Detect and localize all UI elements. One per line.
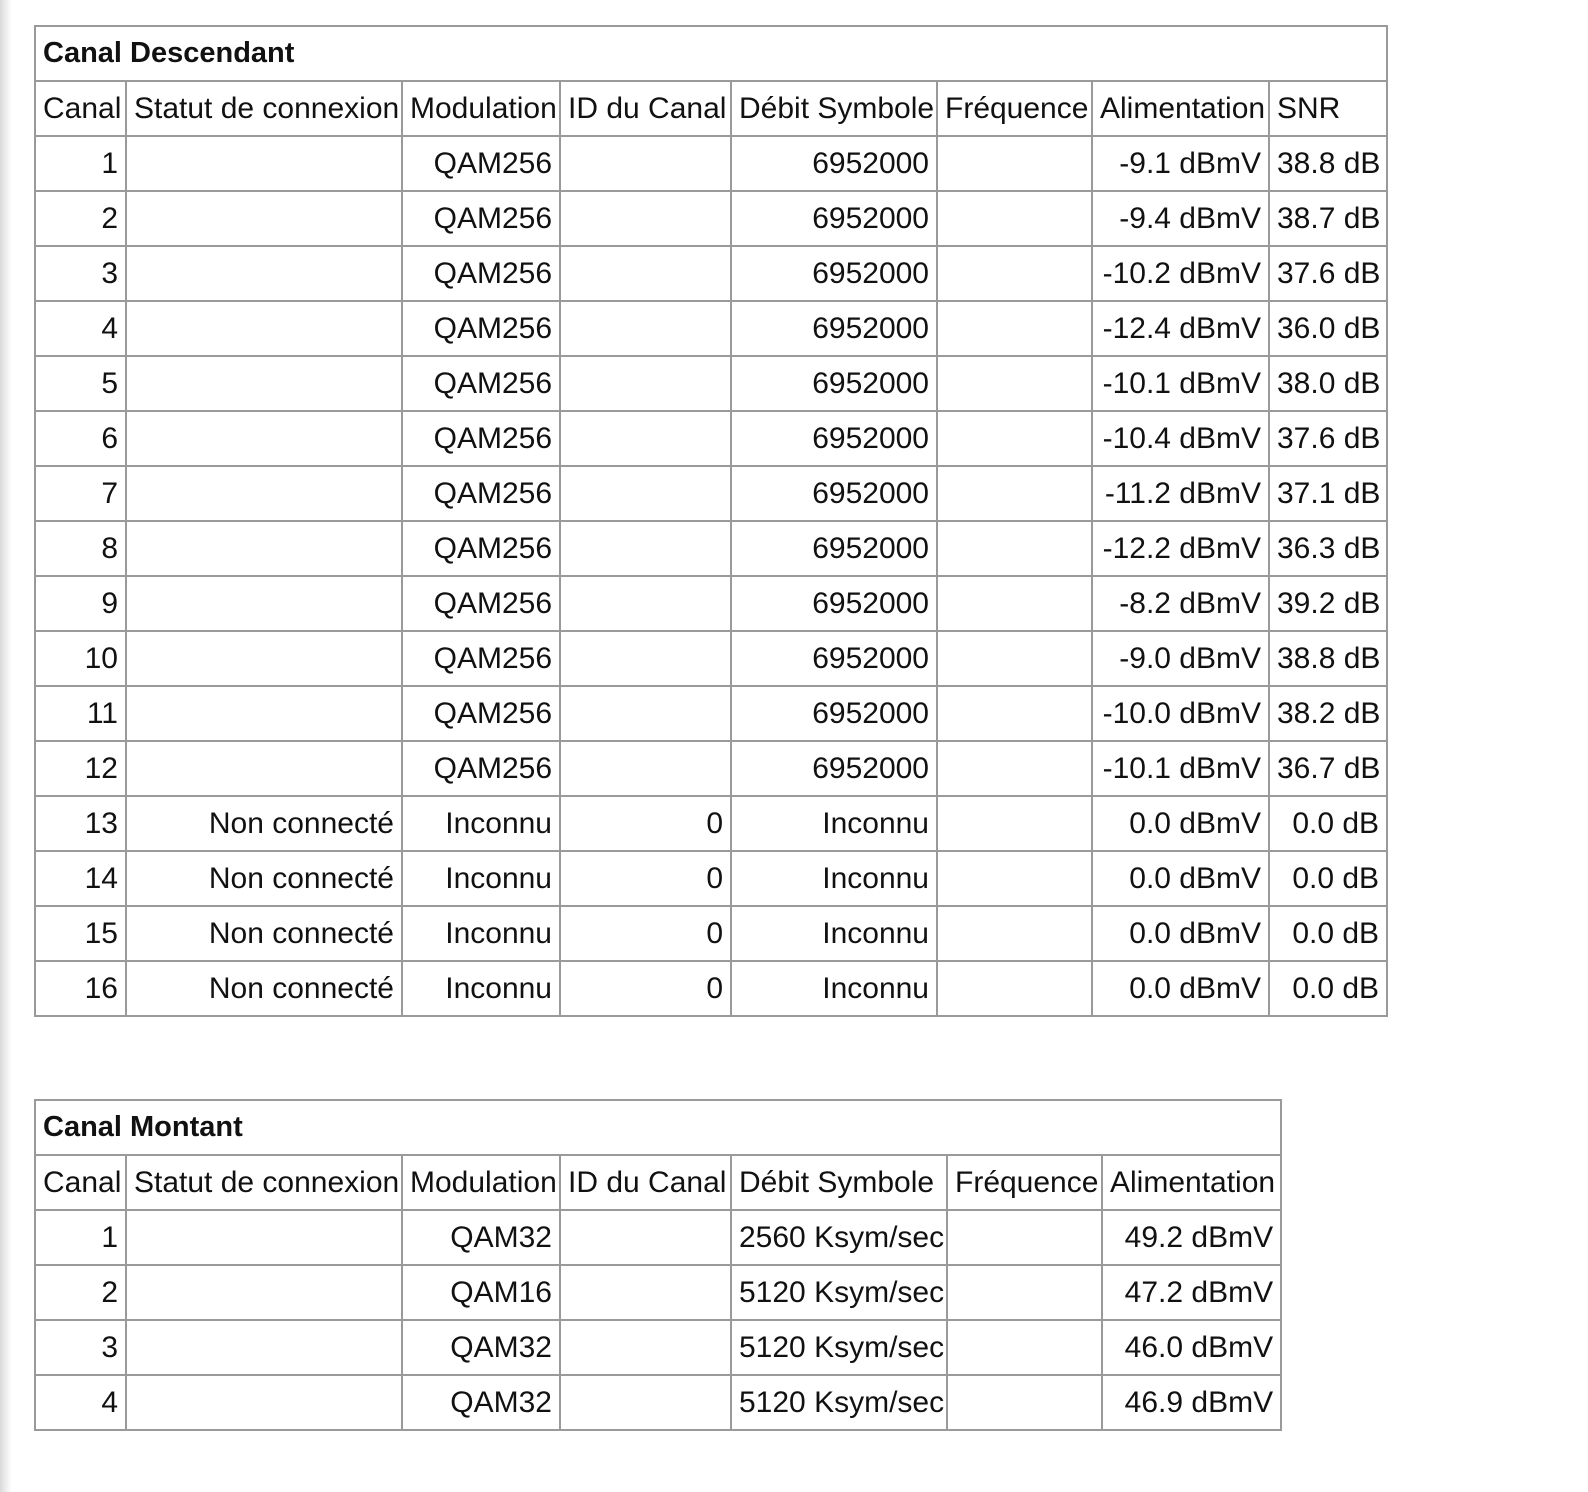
cell-modulation: QAM256 xyxy=(402,631,560,686)
cell-snr: 0.0 dB xyxy=(1269,796,1387,851)
cell-statut-de-connexion xyxy=(126,1265,402,1320)
header-alimentation: Alimentation xyxy=(1092,81,1269,136)
header-id-du-canal: ID du Canal xyxy=(560,1155,731,1210)
table-row xyxy=(35,631,1387,686)
cell-id-du-canal: 0 xyxy=(560,961,731,1016)
downstream-title-row xyxy=(35,26,1387,81)
cell-frequence xyxy=(937,741,1092,796)
cell-frequence xyxy=(937,356,1092,411)
cell-id-du-canal xyxy=(560,631,731,686)
table-row xyxy=(35,961,1387,1016)
cell-statut-de-connexion xyxy=(126,1210,402,1265)
cell-debit-symbole: 6952000 xyxy=(731,576,937,631)
cell-statut-de-connexion xyxy=(126,356,402,411)
header-statut-de-connexion: Statut de connexion xyxy=(126,81,402,136)
cell-frequence xyxy=(937,191,1092,246)
cell-id-du-canal: 0 xyxy=(560,906,731,961)
cell-frequence xyxy=(937,906,1092,961)
cell-frequence xyxy=(937,851,1092,906)
cell-alimentation: -8.2 dBmV xyxy=(1092,576,1269,631)
cell-statut-de-connexion xyxy=(126,136,402,191)
cell-snr: 38.7 dB xyxy=(1269,191,1387,246)
cell-canal: 4 xyxy=(35,301,126,356)
cell-snr: 36.7 dB xyxy=(1269,741,1387,796)
cell-debit-symbole: Inconnu xyxy=(731,796,937,851)
cell-id-du-canal xyxy=(560,246,731,301)
cell-id-du-canal xyxy=(560,1265,731,1320)
cell-id-du-canal xyxy=(560,301,731,356)
cell-alimentation: -10.1 dBmV xyxy=(1092,356,1269,411)
table-row xyxy=(35,1265,1281,1320)
cell-debit-symbole: 6952000 xyxy=(731,741,937,796)
cell-canal: 9 xyxy=(35,576,126,631)
cell-canal: 1 xyxy=(35,1210,126,1265)
cell-alimentation: -9.0 dBmV xyxy=(1092,631,1269,686)
cell-frequence xyxy=(937,411,1092,466)
table-row xyxy=(35,741,1387,796)
cell-canal: 4 xyxy=(35,1375,126,1430)
table-row xyxy=(35,686,1387,741)
table-row xyxy=(35,246,1387,301)
cell-modulation: QAM256 xyxy=(402,411,560,466)
cell-modulation: QAM256 xyxy=(402,686,560,741)
downstream-channel-table xyxy=(34,25,1388,1017)
cell-alimentation: 0.0 dBmV xyxy=(1092,796,1269,851)
upstream-table-title: Canal Montant xyxy=(35,1100,1281,1155)
cell-modulation: QAM256 xyxy=(402,576,560,631)
cell-id-du-canal xyxy=(560,521,731,576)
cell-canal: 16 xyxy=(35,961,126,1016)
cell-alimentation: 0.0 dBmV xyxy=(1092,961,1269,1016)
table-row xyxy=(35,521,1387,576)
cell-frequence xyxy=(937,521,1092,576)
cell-id-du-canal xyxy=(560,741,731,796)
cell-statut-de-connexion xyxy=(126,1320,402,1375)
cell-snr: 37.6 dB xyxy=(1269,246,1387,301)
cell-canal: 7 xyxy=(35,466,126,521)
cell-statut-de-connexion xyxy=(126,246,402,301)
cell-statut-de-connexion: Non connecté xyxy=(126,851,402,906)
cell-modulation: QAM256 xyxy=(402,741,560,796)
cell-snr: 38.8 dB xyxy=(1269,631,1387,686)
header-frequence: Fréquence xyxy=(947,1155,1102,1210)
table-row xyxy=(35,411,1387,466)
downstream-header-row xyxy=(35,81,1387,136)
cell-statut-de-connexion: Non connecté xyxy=(126,961,402,1016)
cell-modulation: Inconnu xyxy=(402,906,560,961)
cell-canal: 13 xyxy=(35,796,126,851)
cell-debit-symbole: 6952000 xyxy=(731,466,937,521)
cell-modulation: QAM32 xyxy=(402,1375,560,1430)
cell-snr: 37.6 dB xyxy=(1269,411,1387,466)
cell-modulation: Inconnu xyxy=(402,851,560,906)
cell-snr: 38.2 dB xyxy=(1269,686,1387,741)
cell-debit-symbole: 6952000 xyxy=(731,521,937,576)
cell-modulation: QAM32 xyxy=(402,1210,560,1265)
header-debit-symbole: Débit Symbole xyxy=(731,81,937,136)
header-id-du-canal: ID du Canal xyxy=(560,81,731,136)
table-row xyxy=(35,1375,1281,1430)
cell-statut-de-connexion xyxy=(126,191,402,246)
table-row xyxy=(35,356,1387,411)
cell-debit-symbole: Inconnu xyxy=(731,851,937,906)
cell-id-du-canal xyxy=(560,1320,731,1375)
cell-id-du-canal xyxy=(560,1375,731,1430)
cell-debit-symbole: 6952000 xyxy=(731,631,937,686)
cell-canal: 11 xyxy=(35,686,126,741)
cell-alimentation: 0.0 dBmV xyxy=(1092,851,1269,906)
cell-snr: 38.0 dB xyxy=(1269,356,1387,411)
cell-frequence xyxy=(947,1375,1102,1430)
left-edge-shadow xyxy=(0,0,12,1492)
cell-id-du-canal xyxy=(560,1210,731,1265)
cell-snr: 37.1 dB xyxy=(1269,466,1387,521)
cell-alimentation: 0.0 dBmV xyxy=(1092,906,1269,961)
cell-canal: 8 xyxy=(35,521,126,576)
cell-canal: 3 xyxy=(35,246,126,301)
cell-alimentation: -10.2 dBmV xyxy=(1092,246,1269,301)
table-row xyxy=(35,576,1387,631)
cell-alimentation: -12.2 dBmV xyxy=(1092,521,1269,576)
cell-alimentation: -12.4 dBmV xyxy=(1092,301,1269,356)
cell-frequence xyxy=(947,1265,1102,1320)
cell-alimentation: -10.4 dBmV xyxy=(1092,411,1269,466)
cell-debit-symbole: 6952000 xyxy=(731,246,937,301)
cell-frequence xyxy=(937,301,1092,356)
cell-id-du-canal: 0 xyxy=(560,851,731,906)
cell-frequence xyxy=(937,576,1092,631)
cell-debit-symbole: 5120 Ksym/sec xyxy=(731,1265,947,1320)
cell-canal: 1 xyxy=(35,136,126,191)
header-debit-symbole: Débit Symbole xyxy=(731,1155,947,1210)
cell-modulation: QAM256 xyxy=(402,521,560,576)
cell-debit-symbole: Inconnu xyxy=(731,906,937,961)
cell-snr: 38.8 dB xyxy=(1269,136,1387,191)
cell-debit-symbole: 6952000 xyxy=(731,356,937,411)
cell-debit-symbole: 5120 Ksym/sec xyxy=(731,1375,947,1430)
cell-debit-symbole: 6952000 xyxy=(731,301,937,356)
table-row xyxy=(35,301,1387,356)
header-frequence: Fréquence xyxy=(937,81,1092,136)
cell-debit-symbole: 5120 Ksym/sec xyxy=(731,1320,947,1375)
cell-debit-symbole: 6952000 xyxy=(731,191,937,246)
cell-snr: 0.0 dB xyxy=(1269,906,1387,961)
cell-id-du-canal xyxy=(560,136,731,191)
table-row xyxy=(35,796,1387,851)
cell-alimentation: 46.0 dBmV xyxy=(1102,1320,1281,1375)
cell-debit-symbole: 6952000 xyxy=(731,136,937,191)
cell-statut-de-connexion xyxy=(126,1375,402,1430)
cell-debit-symbole: 2560 Ksym/sec xyxy=(731,1210,947,1265)
cell-canal: 3 xyxy=(35,1320,126,1375)
cell-alimentation: -10.1 dBmV xyxy=(1092,741,1269,796)
cell-statut-de-connexion xyxy=(126,411,402,466)
cell-debit-symbole: 6952000 xyxy=(731,411,937,466)
cell-alimentation: -10.0 dBmV xyxy=(1092,686,1269,741)
cell-snr: 0.0 dB xyxy=(1269,961,1387,1016)
cell-canal: 10 xyxy=(35,631,126,686)
cell-frequence xyxy=(937,631,1092,686)
cell-snr: 36.3 dB xyxy=(1269,521,1387,576)
upstream-header-row xyxy=(35,1155,1281,1210)
header-statut-de-connexion: Statut de connexion xyxy=(126,1155,402,1210)
cell-canal: 5 xyxy=(35,356,126,411)
cell-frequence xyxy=(937,246,1092,301)
cell-id-du-canal xyxy=(560,686,731,741)
table-row xyxy=(35,191,1387,246)
cell-statut-de-connexion xyxy=(126,576,402,631)
header-canal: Canal xyxy=(35,1155,126,1210)
cell-frequence xyxy=(937,466,1092,521)
cell-debit-symbole: 6952000 xyxy=(731,686,937,741)
cell-id-du-canal xyxy=(560,191,731,246)
cell-canal: 6 xyxy=(35,411,126,466)
cell-frequence xyxy=(947,1320,1102,1375)
cell-modulation: QAM256 xyxy=(402,301,560,356)
cell-statut-de-connexion: Non connecté xyxy=(126,796,402,851)
cell-frequence xyxy=(937,796,1092,851)
cell-modulation: QAM256 xyxy=(402,191,560,246)
header-alimentation: Alimentation xyxy=(1102,1155,1281,1210)
cell-alimentation: -9.1 dBmV xyxy=(1092,136,1269,191)
cell-frequence xyxy=(947,1210,1102,1265)
upstream-title-row xyxy=(35,1100,1281,1155)
header-snr: SNR xyxy=(1269,81,1387,136)
table-row xyxy=(35,466,1387,521)
cell-modulation: QAM16 xyxy=(402,1265,560,1320)
cell-statut-de-connexion xyxy=(126,466,402,521)
header-canal: Canal xyxy=(35,81,126,136)
cell-id-du-canal xyxy=(560,411,731,466)
cell-canal: 14 xyxy=(35,851,126,906)
cell-modulation: QAM256 xyxy=(402,356,560,411)
cell-id-du-canal xyxy=(560,466,731,521)
cell-modulation: QAM32 xyxy=(402,1320,560,1375)
cell-statut-de-connexion xyxy=(126,521,402,576)
cell-id-du-canal xyxy=(560,356,731,411)
cell-canal: 2 xyxy=(35,1265,126,1320)
cell-alimentation: 49.2 dBmV xyxy=(1102,1210,1281,1265)
upstream-channel-table xyxy=(34,1099,1282,1431)
cell-statut-de-connexion xyxy=(126,631,402,686)
header-modulation: Modulation xyxy=(402,81,560,136)
cell-modulation: QAM256 xyxy=(402,466,560,521)
cell-alimentation: -11.2 dBmV xyxy=(1092,466,1269,521)
table-row xyxy=(35,136,1387,191)
cell-alimentation: 47.2 dBmV xyxy=(1102,1265,1281,1320)
cell-canal: 15 xyxy=(35,906,126,961)
cell-snr: 0.0 dB xyxy=(1269,851,1387,906)
cell-modulation: Inconnu xyxy=(402,961,560,1016)
table-row xyxy=(35,906,1387,961)
cell-canal: 12 xyxy=(35,741,126,796)
cell-frequence xyxy=(937,136,1092,191)
cell-frequence xyxy=(937,961,1092,1016)
cell-alimentation: -9.4 dBmV xyxy=(1092,191,1269,246)
cell-debit-symbole: Inconnu xyxy=(731,961,937,1016)
cell-snr: 36.0 dB xyxy=(1269,301,1387,356)
cell-statut-de-connexion: Non connecté xyxy=(126,906,402,961)
downstream-table-title: Canal Descendant xyxy=(35,26,1387,81)
cell-statut-de-connexion xyxy=(126,686,402,741)
cell-modulation: QAM256 xyxy=(402,136,560,191)
cell-modulation: QAM256 xyxy=(402,246,560,301)
cell-id-du-canal xyxy=(560,576,731,631)
table-row xyxy=(35,1210,1281,1265)
cell-modulation: Inconnu xyxy=(402,796,560,851)
cell-snr: 39.2 dB xyxy=(1269,576,1387,631)
cell-alimentation: 46.9 dBmV xyxy=(1102,1375,1281,1430)
table-row xyxy=(35,851,1387,906)
cell-id-du-canal: 0 xyxy=(560,796,731,851)
cell-frequence xyxy=(937,686,1092,741)
cell-canal: 2 xyxy=(35,191,126,246)
cell-statut-de-connexion xyxy=(126,301,402,356)
cell-statut-de-connexion xyxy=(126,741,402,796)
table-row xyxy=(35,1320,1281,1375)
header-modulation: Modulation xyxy=(402,1155,560,1210)
